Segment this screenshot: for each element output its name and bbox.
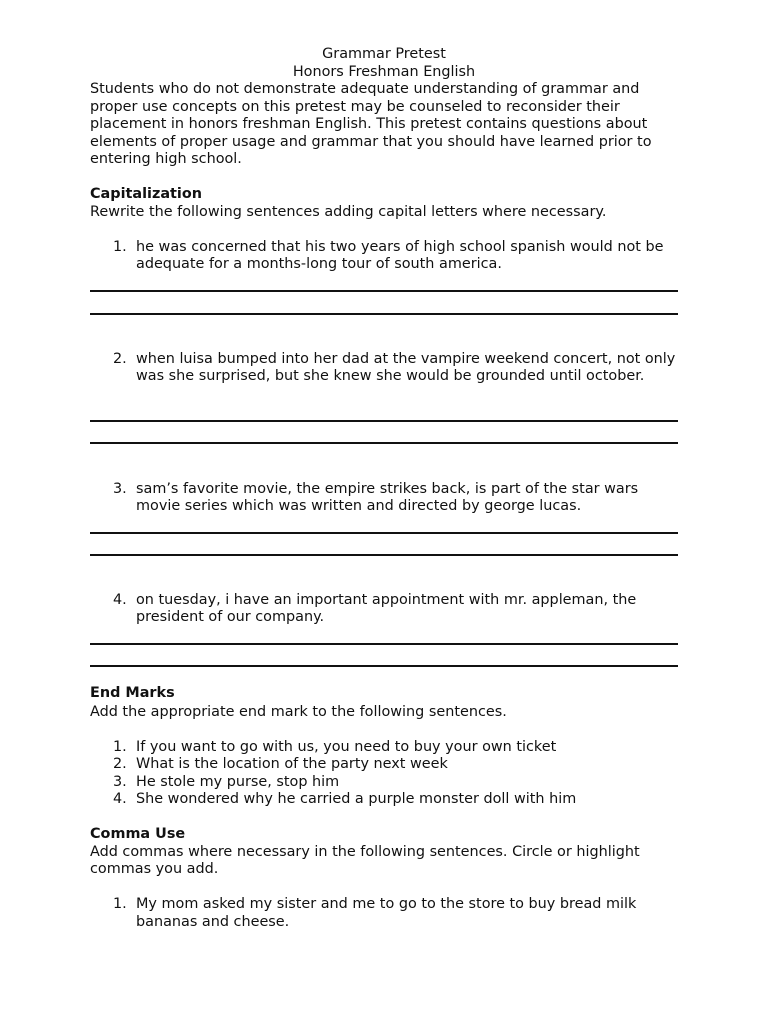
- question-text: he was concerned that his two years of high school spanish would not be adequate for a months-long tour of south america.: [136, 238, 664, 272]
- list-item: [113, 756, 683, 774]
- capitalization-question-1: [113, 239, 683, 274]
- list-item: [113, 739, 683, 757]
- question-text: My mom asked my sister and me to go to the store to buy bread milk bananas and cheese.: [136, 896, 637, 930]
- comma-use-instruction: Add commas where necessary in the following sentences. Circle or highlight commas you add.: [90, 843, 640, 877]
- capitalization-question-2: [113, 351, 683, 386]
- item-number: 1.: [113, 738, 127, 755]
- capitalization-heading: Capitalization: [90, 186, 202, 202]
- item-text: What is the location of the party next week: [136, 756, 448, 772]
- end-marks-instruction: Add the appropriate end mark to the following sentences.: [90, 703, 507, 720]
- title-block: [0, 45, 768, 81]
- intro-paragraph: Students who do not demonstrate adequate understanding of grammar and proper use concepts on this pretest may be counseled to reconsider their placement in honors freshman English. This pretest contains questions about elements of proper usage and grammar that you should have learned prior to entering high school.: [90, 81, 652, 167]
- list-item: [113, 791, 683, 809]
- comma-use-heading: Comma Use: [90, 825, 186, 842]
- comma-use-question-1: [113, 896, 683, 931]
- answer-line[interactable]: [90, 290, 678, 292]
- answer-line[interactable]: [90, 554, 678, 556]
- page-subtitle: Honors Freshman English: [292, 64, 476, 80]
- question-text: sam’s favorite movie, the empire strikes back, is part of the star wars movie series which was written and directed by george lucas.: [136, 480, 639, 514]
- item-text: If you want to go with us, you need to buy your own ticket: [136, 738, 557, 755]
- answer-line[interactable]: [90, 665, 678, 667]
- question-number: 1.: [113, 238, 127, 255]
- list-item: [113, 774, 683, 792]
- answer-line[interactable]: [90, 442, 678, 444]
- question-text: on tuesday, i have an important appointment with mr. appleman, the president of our company.: [136, 591, 637, 625]
- answer-line[interactable]: [90, 313, 678, 315]
- capitalization-instruction: Rewrite the following sentences adding capital letters where necessary.: [90, 203, 607, 220]
- question-text: when luisa bumped into her dad at the vampire weekend concert, not only was she surprised, but she knew she would be grounded until october.: [136, 350, 676, 384]
- item-text: She wondered why he carried a purple monster doll with him: [136, 791, 577, 807]
- item-number: 2.: [113, 756, 127, 772]
- question-number: 2.: [113, 350, 127, 367]
- end-marks-list: [113, 739, 683, 809]
- end-marks-heading: End Marks: [90, 685, 175, 701]
- item-number: 3.: [113, 773, 127, 790]
- item-text: He stole my purse, stop him: [136, 773, 340, 790]
- answer-line[interactable]: [90, 532, 678, 534]
- capitalization-question-3: [113, 481, 683, 516]
- question-number: 4.: [113, 591, 127, 608]
- answer-line[interactable]: [90, 420, 678, 422]
- capitalization-question-4: [113, 592, 683, 627]
- item-number: 4.: [113, 791, 127, 807]
- answer-line[interactable]: [90, 643, 678, 645]
- question-number: 3.: [113, 480, 127, 497]
- question-number: 1.: [113, 896, 127, 912]
- page-title: Grammar Pretest: [322, 46, 446, 62]
